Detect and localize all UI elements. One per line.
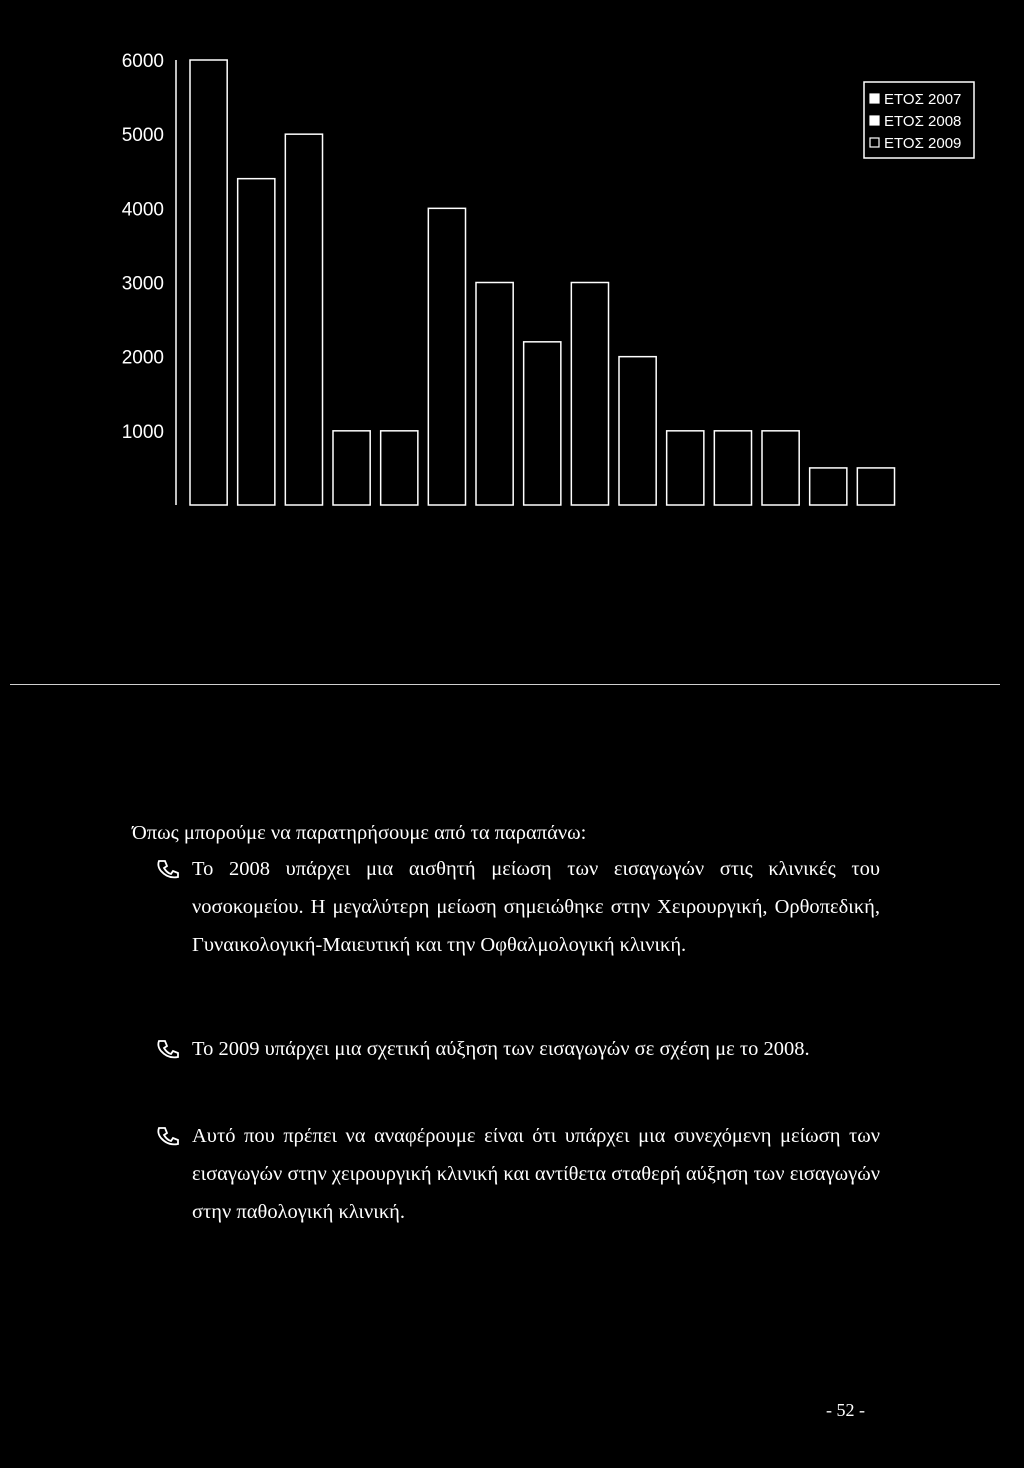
legend-label: ΕΤΟΣ 2007: [884, 91, 962, 108]
bullet-item: [156, 1030, 880, 1068]
phone-icon: [156, 1124, 180, 1146]
bar: [428, 208, 465, 505]
bar-chart: [0, 0, 1024, 680]
bar: [619, 357, 656, 505]
chart-svg: [0, 0, 1024, 680]
y-tick-label: 4000: [121, 199, 164, 221]
phone-icon: [156, 1037, 180, 1059]
bar: [857, 468, 894, 505]
intro-paragraph: Όπως μπορούμε να παρατηρήσουμε από τα παραπάνω:: [132, 822, 587, 844]
legend-label: ΕΤΟΣ 2008: [884, 113, 962, 130]
y-tick-label: 3000: [121, 273, 164, 295]
separator-line: [10, 684, 1000, 685]
bullet-item: [156, 850, 880, 964]
y-tick-label: 1000: [121, 421, 164, 443]
phone-icon: [156, 857, 180, 879]
legend-swatch: [870, 116, 879, 125]
bar: [333, 431, 370, 505]
bullet-text-3: Αυτό που πρέπει να αναφέρουμε είναι ότι υπάρχει μια συνεχόμενη μείωση των εισαγωγών στην χειρουργική κλινική και αντίθετα σταθερή αύξηση των εισαγωγών στην παθολογική κλινική.: [192, 1125, 880, 1223]
bar: [476, 283, 513, 506]
bar: [810, 468, 847, 505]
bar: [667, 431, 704, 505]
legend-swatch: [870, 94, 879, 103]
bar: [714, 431, 751, 505]
y-tick-label: 6000: [121, 51, 164, 72]
page-number: - 52 -: [826, 1400, 865, 1420]
y-tick-label: 2000: [121, 347, 164, 369]
y-tick-label: 5000: [121, 125, 164, 147]
bullet-item: [156, 1117, 880, 1231]
bar: [381, 431, 418, 505]
bullet-text-1: Το 2008 υπάρχει μια αισθητή μείωση των εισαγωγών στις κλινικές του νοσοκομείου. Η μεγαλύτερη μείωση σημειώθηκε στην Χειρουργική, Ορθοπεδική, Γυναικολογική-Μαιευτική και την Οφθαλμολογική κλινική.: [192, 858, 880, 956]
bar: [762, 431, 799, 505]
bar: [238, 179, 275, 505]
legend-swatch: [870, 138, 879, 147]
legend-label: ΕΤΟΣ 2009: [884, 135, 962, 152]
bar: [524, 342, 561, 505]
bar: [285, 134, 322, 505]
bar: [571, 283, 608, 506]
bullet-text-2: Το 2009 υπάρχει μια σχετική αύξηση των εισαγωγών σε σχέση με το 2008.: [192, 1038, 810, 1060]
bar: [190, 60, 227, 505]
